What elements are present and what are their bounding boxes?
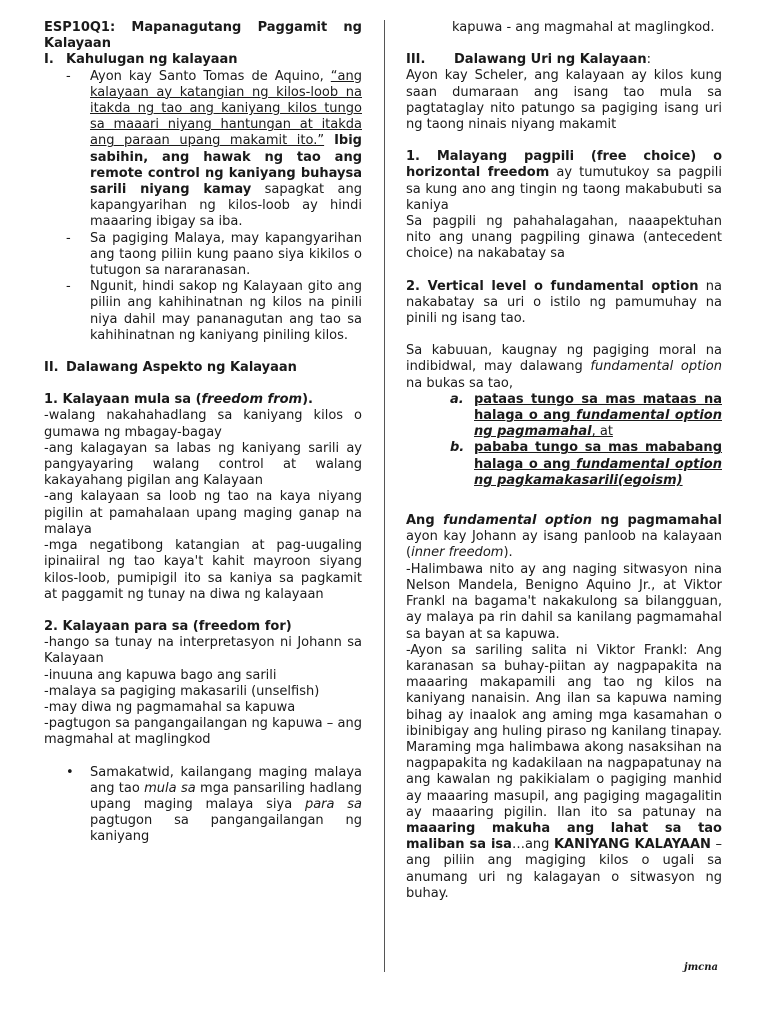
list-item: - Ngunit, hindi sakop ng Kalayaan gito ang piliin ang kahihinatnan ng kilos na pinili niya dahil may pananagutan ang tao sa kahihinatnan ng kaniyang piniling kilos. [66,279,362,343]
document-title: ESP10Q1: Mapanagutang Paggamit ng Kalayaan [44,20,362,52]
column-divider [384,20,385,972]
list-item: - Ayon kay Santo Tomas de Aquino, “ang kalayaan ay katangian ng kilos-loob na itakda ng tao ang kaniyang kilos tungo sa maaari niyang hantungan at itakda ang paraan upang makamit ito.” Ibig sabihin, ang hawak ng tao ang remote control ng kaniyang buhaysa sarili niyang kamay sapagkat ang kapangyarihan ng kilos-loob ay hindi maaaring ibigay sa iba. [66,68,362,230]
freedom-for-line: -malaya sa pagiging makasarili (unselfish) [44,683,320,699]
list-item: - Sa pagiging Malaya, may kapangyarihan ang taong piliin kung paano siya kikilos o tutugon sa nararanasan. [66,230,362,279]
frankl-paragraph: -Ayon sa sariling salita ni Viktor Frankl: Ang karanasan sa buhay-piitan ay nagpapakita na maaaring makapamili ang tao ng kilos na kaniyang nanaisin. Ang ilan sa kapuwa naming bihag ay inaalok ang aming mga kasamahan o ibinibigay ang huling piraso ng kanilang tinapay. Maraming mga halimbawa akong nasaksihan na nagpapakita ng kadakilaan na nagpapatunay na ang kawalan ng pakikialam o pagiging manhid ay maaaring masupil, ang pagiging magagalitin ay maaaring pigilin. Ilan ito sa patunay na maaaring makuha ang lahat sa tao maliban sa isa…ang KANIYANG KALAYAAN – ang piliin ang magiging kilos o ugali sa anumang uri ng kalagayan o sitwasyon ng buhay. [406,642,722,901]
document-page [44,20,732,980]
freedom-from-line: -ang kalagayan sa labas ng kaniyang sarili ay pangyayaring walang control at walang kakayahang pigilan ang Kalayaan [44,440,362,489]
section-3-heading [406,52,722,68]
freedom-for-line: -inuuna ang kapuwa bago ang sarili [44,667,277,683]
aquinas-quote: “ang kalayaan ay katangian ng kilos-loob na itakda ng tao ang kaniyang kilos tungo sa maaari niyang hantungan at itakda ang paraan upang makamit ito.” [90,68,362,149]
scheler-intro: Ayon kay Scheler, ang kalayaan ay kilos kung saan dumaraan ang isang tao mula sa pagtataglay nito patungo sa pagiging isang uri ng taong ninais niyang makamit [406,68,722,133]
freedom-from-heading: 1. Kalayaan mula sa (freedom from). [44,392,313,408]
inner-freedom-paragraph: Ang fundamental option ng pagmamahal ayon kay Johann ay isang panloob na kalayaan (inner freedom). [406,513,722,561]
freedom-for-line: -pagtugon sa pangangailangan ng kapuwa – ang magmahal at maglingkod [44,716,362,748]
section-1-number: I. [44,52,54,68]
free-choice-detail: Sa pagpili ng pahahalagahan, naaapektuhan nito ang unang pagpiling ginawa (antecedent choice) na nakabatay sa [406,214,722,262]
freedom-from-line: -ang kalayaan sa loob ng tao na kaya niyang pigilin at pamahalaan upang maging ganap na malaya [44,489,362,537]
section-3-title: Dalawang Uri ng Kalayaan: [454,52,652,68]
conclusion-bullet: • Samakatwid, kailangang maging malaya ang tao mula sa mga pansariling hadlang upang maging malaya siya para sa pagtugon sa pangangailangan ng kaniyang [66,764,362,845]
freedom-for-heading: 2. Kalayaan para sa (freedom for) [44,618,292,634]
bullet-dot-icon: • [66,764,74,780]
remote-control-statement: Ibig sabihin, ang hawak ng tao ang remote control ng kaniyang buhaysa sarili niyang kamay [90,133,362,198]
freedom-from-line: -walang nakahahadlang sa kaniyang kilos o gumawa ng mbagay-bagay [44,408,362,440]
free-choice-definition: 1. Malayang pagpili (free choice) o horizontal freedom ay tumutukoy sa pagpili sa kung ano ang tingin ng taong makabubuti sa kaniya [406,149,722,213]
conclusion-continuation: kapuwa - ang magmahal at maglingkod. [452,20,715,35]
freedom-from-line: -mga negatibong katangian at pag-uugaling ipinaiiral ng tao kaya't kahit mayroon siyang kilos-loob, pumipigil ito sa kaniya sa pagkamit at paggamit ng tunay na diwa ng kalayaan [44,538,362,602]
freedom-for-line: -may diwa ng pagmamahal sa kapuwa [44,699,296,715]
freedom-for-line: -hango sa tunay na interpretasyon ni Johann sa Kalayaan [44,635,362,667]
section-1-title: Kahulugan ng kalayaan [66,52,238,68]
summary-paragraph: Sa kabuuan, kaugnay ng pagiging moral na indibidwal, may dalawang fundamental option na bukas sa tao, [406,343,722,391]
list-item: b. pababa tungo sa mas mababang halaga o ang fundamental option ng pagkamakasarili(egoism) [450,440,722,488]
right-column [406,20,722,973]
fundamental-option-list [406,392,722,489]
author-initials: jmcna [683,962,718,973]
list-item: a. pataas tungo sa mas mataas na halaga o ang fundamental option ng pagmamahal, at [450,391,722,440]
left-column [44,20,362,846]
section-3-number: III. [406,52,426,68]
section-2-title: Dalawang Aspekto ng Kalayaan [66,360,297,376]
section-1-heading [44,52,362,68]
section-2-heading [44,360,362,376]
definition-list [44,69,362,344]
fundamental-option-definition: 2. Vertical level o fundamental option na nakabatay sa uri o istilo ng pamumuhay na pinili ng isang tao. [406,278,722,327]
example-paragraph: -Halimbawa nito ay ang naging sitwasyon nina Nelson Mandela, Benigno Aquino Jr., at Viktor Frankl na bagama't nakakulong sa bilangguan, ay malaya pa rin dahil sa kanilang pagmamahal sa bayan at sa kapuwa. [406,561,722,642]
section-2-number: II. [44,360,59,376]
